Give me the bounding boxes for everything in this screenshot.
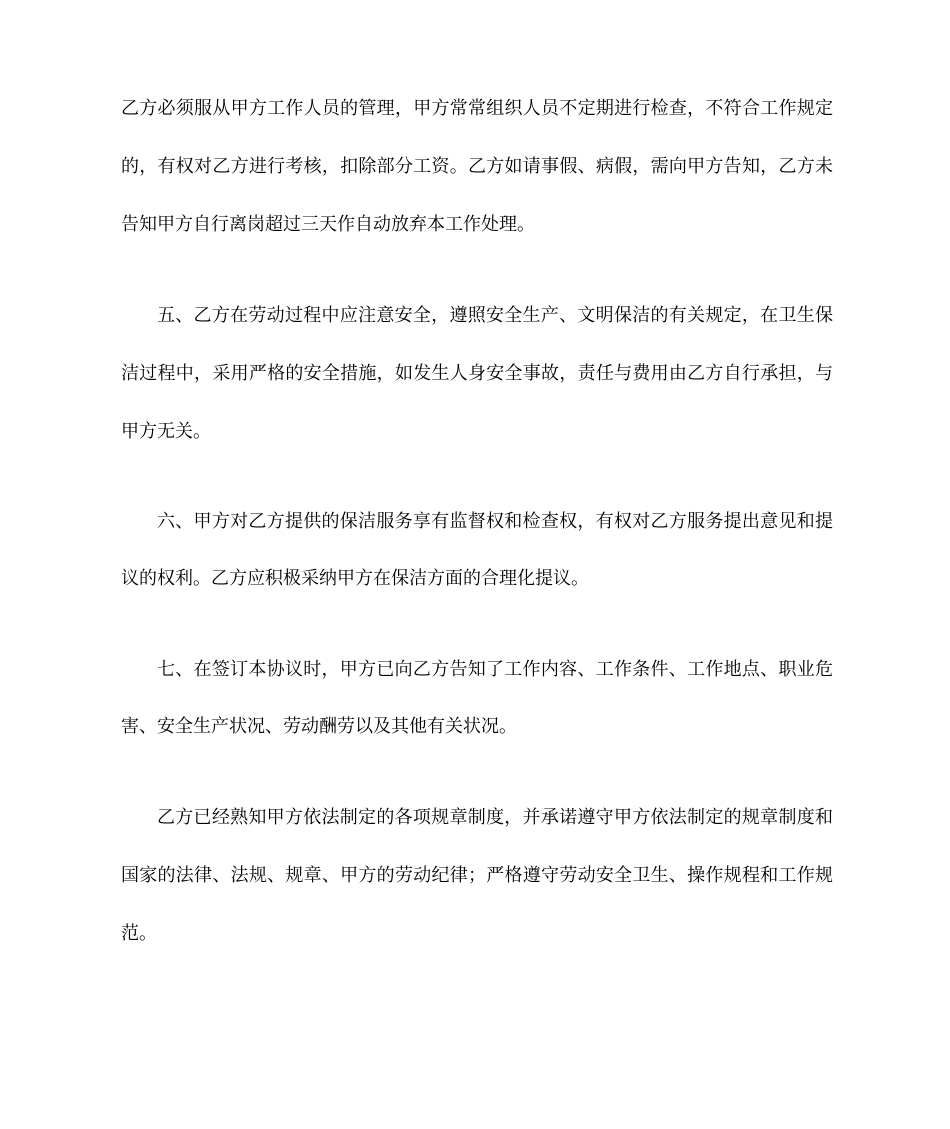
paragraph-4-line-2: 害、安全生产状况、劳动酬劳以及其他有关状况。 xyxy=(121,716,517,737)
paragraph-2-line-2: 洁过程中，采用严格的安全措施，如发生人身安全事故，责任与费用由乙方自行承担，与 xyxy=(121,363,833,384)
paragraph-1-line-3: 告知甲方自行离岗超过三天作自动放弃本工作处理。 xyxy=(121,214,535,235)
paragraph-5-line-3: 范。 xyxy=(121,923,157,944)
paragraph-4-line-1: 七、在签订本协议时，甲方已向乙方告知了工作内容、工作条件、工作地点、职业危 xyxy=(157,659,833,680)
paragraph-3-line-2: 议的权利。乙方应积极采纳甲方在保洁方面的合理化提议。 xyxy=(121,568,589,589)
paragraph-2-line-3: 甲方无关。 xyxy=(121,421,211,442)
paragraph-3-line-1: 六、甲方对乙方提供的保洁服务享有监督权和检查权，有权对乙方服务提出意见和提 xyxy=(157,511,833,532)
paragraph-1-line-1: 乙方必须服从甲方工作人员的管理，甲方常常组织人员不定期进行检查，不符合工作规定 xyxy=(121,98,833,119)
paragraph-5-line-1: 乙方已经熟知甲方依法制定的各项规章制度，并承诺遵守甲方依法制定的规章制度和 xyxy=(157,807,833,828)
paragraph-2-line-1: 五、乙方在劳动过程中应注意安全，遵照安全生产、文明保洁的有关规定，在卫生保 xyxy=(157,305,833,326)
paragraph-1-line-2: 的，有权对乙方进行考核，扣除部分工资。乙方如请事假、病假，需向甲方告知，乙方未 xyxy=(121,156,833,177)
paragraph-5-line-2: 国家的法律、法规、规章、甲方的劳动纪律；严格遵守劳动安全卫生、操作规程和工作规 xyxy=(121,865,833,886)
